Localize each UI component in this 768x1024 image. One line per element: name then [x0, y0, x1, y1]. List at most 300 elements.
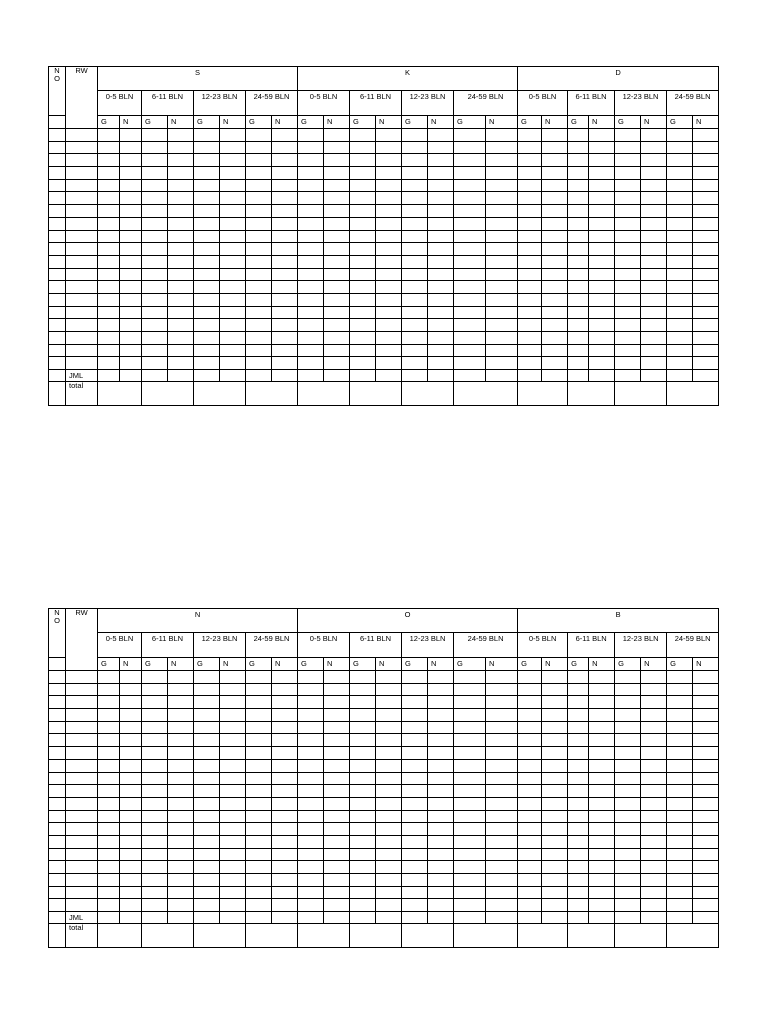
data-cell[interactable]	[120, 734, 142, 747]
data-cell[interactable]	[194, 671, 220, 684]
data-cell[interactable]	[98, 268, 120, 281]
jml-cell[interactable]	[641, 912, 667, 924]
data-cell[interactable]	[324, 861, 350, 874]
data-cell[interactable]	[350, 129, 376, 142]
row-rw-cell[interactable]	[66, 255, 98, 268]
data-cell[interactable]	[220, 899, 246, 912]
data-cell[interactable]	[220, 357, 246, 370]
data-cell[interactable]	[220, 332, 246, 345]
data-cell[interactable]	[589, 281, 615, 294]
data-cell[interactable]	[120, 332, 142, 345]
data-cell[interactable]	[568, 205, 589, 218]
total-cell[interactable]	[194, 924, 246, 948]
data-cell[interactable]	[641, 167, 667, 180]
data-cell[interactable]	[298, 759, 324, 772]
data-cell[interactable]	[667, 217, 693, 230]
data-cell[interactable]	[98, 293, 120, 306]
data-cell[interactable]	[298, 243, 324, 256]
data-cell[interactable]	[376, 683, 402, 696]
data-cell[interactable]	[402, 823, 428, 836]
data-cell[interactable]	[641, 671, 667, 684]
jml-cell[interactable]	[667, 912, 693, 924]
data-cell[interactable]	[194, 823, 220, 836]
data-cell[interactable]	[615, 823, 641, 836]
data-cell[interactable]	[589, 268, 615, 281]
data-cell[interactable]	[98, 861, 120, 874]
data-cell[interactable]	[120, 344, 142, 357]
jml-cell[interactable]	[542, 370, 568, 382]
data-cell[interactable]	[324, 848, 350, 861]
data-cell[interactable]	[350, 293, 376, 306]
data-cell[interactable]	[428, 268, 454, 281]
data-cell[interactable]	[298, 129, 324, 142]
data-cell[interactable]	[589, 332, 615, 345]
row-no-cell[interactable]	[49, 192, 66, 205]
total-cell[interactable]	[402, 924, 454, 948]
data-cell[interactable]	[542, 696, 568, 709]
data-cell[interactable]	[142, 848, 168, 861]
data-cell[interactable]	[518, 899, 542, 912]
data-cell[interactable]	[454, 281, 486, 294]
data-cell[interactable]	[615, 861, 641, 874]
data-cell[interactable]	[518, 696, 542, 709]
data-cell[interactable]	[518, 874, 542, 887]
data-cell[interactable]	[641, 899, 667, 912]
data-cell[interactable]	[428, 823, 454, 836]
data-cell[interactable]	[220, 217, 246, 230]
data-cell[interactable]	[667, 154, 693, 167]
data-cell[interactable]	[568, 810, 589, 823]
data-cell[interactable]	[120, 357, 142, 370]
row-rw-cell[interactable]	[66, 179, 98, 192]
data-cell[interactable]	[120, 848, 142, 861]
jml-cell[interactable]	[667, 370, 693, 382]
data-cell[interactable]	[350, 243, 376, 256]
data-cell[interactable]	[168, 344, 194, 357]
data-cell[interactable]	[428, 357, 454, 370]
data-cell[interactable]	[194, 861, 220, 874]
data-cell[interactable]	[693, 721, 719, 734]
data-cell[interactable]	[667, 899, 693, 912]
data-cell[interactable]	[246, 129, 272, 142]
data-cell[interactable]	[693, 141, 719, 154]
data-cell[interactable]	[428, 810, 454, 823]
data-cell[interactable]	[693, 772, 719, 785]
jml-cell[interactable]	[298, 370, 324, 382]
data-cell[interactable]	[568, 192, 589, 205]
data-cell[interactable]	[568, 797, 589, 810]
total-cell[interactable]	[142, 382, 194, 406]
data-cell[interactable]	[324, 683, 350, 696]
data-cell[interactable]	[667, 179, 693, 192]
data-cell[interactable]	[324, 230, 350, 243]
data-cell[interactable]	[568, 293, 589, 306]
data-cell[interactable]	[402, 129, 428, 142]
data-cell[interactable]	[641, 332, 667, 345]
jml-cell[interactable]	[246, 370, 272, 382]
data-cell[interactable]	[246, 332, 272, 345]
total-cell[interactable]	[402, 382, 454, 406]
data-cell[interactable]	[246, 874, 272, 887]
data-cell[interactable]	[518, 797, 542, 810]
data-cell[interactable]	[486, 696, 518, 709]
data-cell[interactable]	[589, 243, 615, 256]
data-cell[interactable]	[667, 861, 693, 874]
data-cell[interactable]	[350, 306, 376, 319]
jml-cell[interactable]	[142, 370, 168, 382]
data-cell[interactable]	[350, 899, 376, 912]
row-no-cell[interactable]	[49, 671, 66, 684]
data-cell[interactable]	[350, 344, 376, 357]
data-cell[interactable]	[518, 671, 542, 684]
data-cell[interactable]	[402, 319, 428, 332]
row-no-cell[interactable]	[49, 357, 66, 370]
data-cell[interactable]	[220, 205, 246, 218]
data-cell[interactable]	[298, 835, 324, 848]
row-rw-cell[interactable]	[66, 332, 98, 345]
data-cell[interactable]	[693, 332, 719, 345]
data-cell[interactable]	[641, 293, 667, 306]
data-cell[interactable]	[220, 243, 246, 256]
data-cell[interactable]	[272, 848, 298, 861]
data-cell[interactable]	[120, 205, 142, 218]
data-cell[interactable]	[693, 683, 719, 696]
data-cell[interactable]	[142, 344, 168, 357]
data-cell[interactable]	[272, 810, 298, 823]
jml-cell[interactable]	[402, 912, 428, 924]
data-cell[interactable]	[142, 696, 168, 709]
data-cell[interactable]	[120, 671, 142, 684]
data-cell[interactable]	[518, 332, 542, 345]
data-cell[interactable]	[486, 167, 518, 180]
data-cell[interactable]	[120, 696, 142, 709]
data-cell[interactable]	[246, 696, 272, 709]
data-cell[interactable]	[589, 823, 615, 836]
data-cell[interactable]	[98, 747, 120, 760]
data-cell[interactable]	[542, 772, 568, 785]
data-cell[interactable]	[454, 848, 486, 861]
row-rw-cell[interactable]	[66, 243, 98, 256]
data-cell[interactable]	[376, 671, 402, 684]
data-cell[interactable]	[220, 268, 246, 281]
data-cell[interactable]	[454, 734, 486, 747]
data-cell[interactable]	[454, 772, 486, 785]
row-rw-cell[interactable]	[66, 785, 98, 798]
data-cell[interactable]	[376, 721, 402, 734]
jml-cell[interactable]	[589, 912, 615, 924]
data-cell[interactable]	[142, 747, 168, 760]
data-cell[interactable]	[518, 772, 542, 785]
data-cell[interactable]	[693, 255, 719, 268]
data-cell[interactable]	[454, 154, 486, 167]
data-cell[interactable]	[693, 747, 719, 760]
data-cell[interactable]	[518, 357, 542, 370]
data-cell[interactable]	[641, 683, 667, 696]
data-cell[interactable]	[542, 205, 568, 218]
data-cell[interactable]	[518, 810, 542, 823]
data-cell[interactable]	[168, 874, 194, 887]
data-cell[interactable]	[272, 129, 298, 142]
data-cell[interactable]	[568, 848, 589, 861]
data-cell[interactable]	[298, 709, 324, 722]
data-cell[interactable]	[568, 255, 589, 268]
data-cell[interactable]	[298, 306, 324, 319]
data-cell[interactable]	[615, 179, 641, 192]
data-cell[interactable]	[168, 205, 194, 218]
data-cell[interactable]	[120, 192, 142, 205]
row-rw-cell[interactable]	[66, 810, 98, 823]
data-cell[interactable]	[194, 293, 220, 306]
data-cell[interactable]	[428, 785, 454, 798]
data-cell[interactable]	[615, 255, 641, 268]
data-cell[interactable]	[693, 797, 719, 810]
data-cell[interactable]	[98, 671, 120, 684]
data-cell[interactable]	[486, 319, 518, 332]
row-rw-cell[interactable]	[66, 759, 98, 772]
data-cell[interactable]	[194, 747, 220, 760]
total-cell[interactable]	[98, 924, 142, 948]
data-cell[interactable]	[376, 899, 402, 912]
data-cell[interactable]	[220, 306, 246, 319]
data-cell[interactable]	[641, 747, 667, 760]
data-cell[interactable]	[667, 874, 693, 887]
data-cell[interactable]	[402, 709, 428, 722]
data-cell[interactable]	[667, 357, 693, 370]
data-cell[interactable]	[589, 357, 615, 370]
data-cell[interactable]	[168, 141, 194, 154]
data-cell[interactable]	[693, 281, 719, 294]
data-cell[interactable]	[272, 721, 298, 734]
data-cell[interactable]	[324, 255, 350, 268]
row-rw-cell[interactable]	[66, 293, 98, 306]
data-cell[interactable]	[454, 319, 486, 332]
data-cell[interactable]	[120, 886, 142, 899]
data-cell[interactable]	[486, 709, 518, 722]
data-cell[interactable]	[454, 243, 486, 256]
data-cell[interactable]	[454, 886, 486, 899]
row-no-cell[interactable]	[49, 797, 66, 810]
data-cell[interactable]	[350, 835, 376, 848]
data-cell[interactable]	[168, 709, 194, 722]
data-cell[interactable]	[194, 696, 220, 709]
total-cell[interactable]	[454, 924, 518, 948]
row-rw-cell[interactable]	[66, 319, 98, 332]
data-cell[interactable]	[667, 129, 693, 142]
data-cell[interactable]	[402, 810, 428, 823]
data-cell[interactable]	[428, 696, 454, 709]
data-cell[interactable]	[568, 823, 589, 836]
data-cell[interactable]	[542, 268, 568, 281]
data-cell[interactable]	[454, 230, 486, 243]
data-cell[interactable]	[194, 141, 220, 154]
data-cell[interactable]	[486, 874, 518, 887]
row-rw-cell[interactable]	[66, 281, 98, 294]
data-cell[interactable]	[120, 835, 142, 848]
data-cell[interactable]	[542, 899, 568, 912]
data-cell[interactable]	[272, 192, 298, 205]
data-cell[interactable]	[272, 709, 298, 722]
data-cell[interactable]	[350, 759, 376, 772]
data-cell[interactable]	[350, 154, 376, 167]
data-cell[interactable]	[272, 874, 298, 887]
data-cell[interactable]	[542, 129, 568, 142]
data-cell[interactable]	[615, 696, 641, 709]
data-cell[interactable]	[428, 835, 454, 848]
row-no-cell[interactable]	[49, 129, 66, 142]
data-cell[interactable]	[142, 167, 168, 180]
data-cell[interactable]	[142, 319, 168, 332]
data-cell[interactable]	[542, 192, 568, 205]
data-cell[interactable]	[641, 306, 667, 319]
data-cell[interactable]	[194, 683, 220, 696]
data-cell[interactable]	[615, 293, 641, 306]
data-cell[interactable]	[615, 141, 641, 154]
row-rw-cell[interactable]	[66, 671, 98, 684]
row-no-cell[interactable]	[49, 281, 66, 294]
data-cell[interactable]	[693, 835, 719, 848]
data-cell[interactable]	[693, 205, 719, 218]
data-cell[interactable]	[272, 759, 298, 772]
data-cell[interactable]	[220, 696, 246, 709]
row-no-cell[interactable]	[49, 759, 66, 772]
data-cell[interactable]	[324, 332, 350, 345]
data-cell[interactable]	[486, 683, 518, 696]
data-cell[interactable]	[376, 696, 402, 709]
data-cell[interactable]	[454, 217, 486, 230]
data-cell[interactable]	[428, 141, 454, 154]
data-cell[interactable]	[272, 167, 298, 180]
data-cell[interactable]	[568, 785, 589, 798]
data-cell[interactable]	[142, 154, 168, 167]
row-rw-cell[interactable]	[66, 141, 98, 154]
jml-cell[interactable]	[350, 370, 376, 382]
data-cell[interactable]	[518, 734, 542, 747]
data-cell[interactable]	[641, 141, 667, 154]
data-cell[interactable]	[120, 823, 142, 836]
data-cell[interactable]	[324, 734, 350, 747]
jml-cell[interactable]	[98, 912, 120, 924]
data-cell[interactable]	[350, 721, 376, 734]
data-cell[interactable]	[641, 874, 667, 887]
jml-cell[interactable]	[120, 912, 142, 924]
data-cell[interactable]	[518, 268, 542, 281]
data-cell[interactable]	[246, 230, 272, 243]
data-cell[interactable]	[168, 293, 194, 306]
jml-cell[interactable]	[693, 370, 719, 382]
data-cell[interactable]	[298, 861, 324, 874]
data-cell[interactable]	[428, 281, 454, 294]
data-cell[interactable]	[120, 899, 142, 912]
jml-cell[interactable]	[324, 912, 350, 924]
data-cell[interactable]	[376, 357, 402, 370]
data-cell[interactable]	[142, 230, 168, 243]
data-cell[interactable]	[486, 230, 518, 243]
data-cell[interactable]	[454, 874, 486, 887]
data-cell[interactable]	[272, 141, 298, 154]
data-cell[interactable]	[376, 734, 402, 747]
data-cell[interactable]	[568, 230, 589, 243]
data-cell[interactable]	[324, 721, 350, 734]
data-cell[interactable]	[542, 721, 568, 734]
data-cell[interactable]	[272, 255, 298, 268]
data-cell[interactable]	[298, 255, 324, 268]
data-cell[interactable]	[667, 230, 693, 243]
data-cell[interactable]	[298, 281, 324, 294]
data-cell[interactable]	[298, 217, 324, 230]
data-cell[interactable]	[486, 281, 518, 294]
data-cell[interactable]	[324, 772, 350, 785]
row-no-cell[interactable]	[49, 823, 66, 836]
data-cell[interactable]	[324, 344, 350, 357]
data-cell[interactable]	[168, 683, 194, 696]
data-cell[interactable]	[272, 319, 298, 332]
data-cell[interactable]	[428, 874, 454, 887]
data-cell[interactable]	[542, 671, 568, 684]
data-cell[interactable]	[120, 683, 142, 696]
data-cell[interactable]	[518, 129, 542, 142]
data-cell[interactable]	[615, 810, 641, 823]
data-cell[interactable]	[350, 179, 376, 192]
data-cell[interactable]	[168, 192, 194, 205]
data-cell[interactable]	[194, 306, 220, 319]
data-cell[interactable]	[376, 217, 402, 230]
row-no-cell[interactable]	[49, 205, 66, 218]
row-no-cell[interactable]	[49, 319, 66, 332]
data-cell[interactable]	[615, 332, 641, 345]
data-cell[interactable]	[168, 281, 194, 294]
total-cell[interactable]	[142, 924, 194, 948]
data-cell[interactable]	[542, 243, 568, 256]
data-cell[interactable]	[693, 899, 719, 912]
total-cell[interactable]	[518, 924, 568, 948]
data-cell[interactable]	[667, 243, 693, 256]
data-cell[interactable]	[486, 861, 518, 874]
data-cell[interactable]	[693, 243, 719, 256]
data-cell[interactable]	[428, 759, 454, 772]
data-cell[interactable]	[428, 848, 454, 861]
data-cell[interactable]	[194, 179, 220, 192]
data-cell[interactable]	[641, 179, 667, 192]
data-cell[interactable]	[142, 332, 168, 345]
data-cell[interactable]	[376, 332, 402, 345]
data-cell[interactable]	[486, 848, 518, 861]
data-cell[interactable]	[693, 319, 719, 332]
row-no-cell[interactable]	[49, 785, 66, 798]
data-cell[interactable]	[220, 810, 246, 823]
data-cell[interactable]	[120, 217, 142, 230]
data-cell[interactable]	[98, 797, 120, 810]
data-cell[interactable]	[324, 696, 350, 709]
total-cell[interactable]	[298, 924, 350, 948]
data-cell[interactable]	[693, 306, 719, 319]
data-cell[interactable]	[120, 810, 142, 823]
data-cell[interactable]	[428, 721, 454, 734]
data-cell[interactable]	[350, 332, 376, 345]
data-cell[interactable]	[272, 696, 298, 709]
data-cell[interactable]	[324, 281, 350, 294]
data-cell[interactable]	[220, 772, 246, 785]
data-cell[interactable]	[589, 772, 615, 785]
data-cell[interactable]	[142, 835, 168, 848]
data-cell[interactable]	[298, 886, 324, 899]
data-cell[interactable]	[194, 154, 220, 167]
data-cell[interactable]	[324, 823, 350, 836]
data-cell[interactable]	[486, 293, 518, 306]
total-cell[interactable]	[298, 382, 350, 406]
data-cell[interactable]	[324, 179, 350, 192]
data-cell[interactable]	[589, 874, 615, 887]
data-cell[interactable]	[376, 823, 402, 836]
